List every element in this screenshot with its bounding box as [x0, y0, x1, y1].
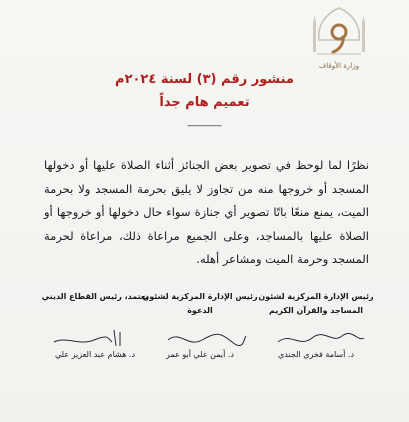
signatory-name: د. أيمن علي أبو عمر: [166, 350, 234, 359]
signature-block-religious-sector: [40, 290, 150, 380]
handwritten-signature: [270, 328, 370, 350]
circular-body: نظرًا لما لوحظ في تصوير بعض الجنائز أثناء الصلاة عليها أو دخولها المسجد أو خروجها منه من تجاوز لا يليق بحرمة المسجد ولا بحرمة الميت، يمنع منعًا باتًا تصوير أي جنازة سواء حال دخولها أو خروجها أو الصلاة عليها بالمساجد، وعلى الجميع مراعاة ذلك، مراعاة لحرمة المسجد وحرمة الميت ومشاعر أهله.: [44, 158, 369, 266]
signature-block-mosques: [256, 290, 376, 380]
signatory-title: رئيس الإدارة المركزية لشئون المساجد والقرآن الكريم: [258, 292, 374, 315]
title-divider: ---------------: [187, 121, 221, 131]
signatory-title: رئيس الإدارة المركزية لشئون الدعوة: [142, 292, 258, 315]
signatory-name: د. أسامة فخري الجندي: [277, 350, 355, 359]
circular-title: منشور رقم (٣) لسنة ٢٠٢٤م: [115, 72, 294, 87]
ministry-logo: [303, 4, 375, 70]
handwritten-signature: [154, 328, 254, 350]
logo-caption: وزارة الأوقاف: [318, 62, 360, 70]
mosque-emblem-icon: [303, 4, 375, 62]
signatory-title: يعتمد، رئيس القطاع الديني: [41, 292, 149, 301]
handwritten-signature: [44, 328, 144, 350]
circular-subtitle: تعميم هام جداً: [159, 95, 250, 110]
signature-block-dawa: [140, 290, 260, 380]
signatory-name: د. هشام عبد العزيز علي: [54, 350, 136, 359]
